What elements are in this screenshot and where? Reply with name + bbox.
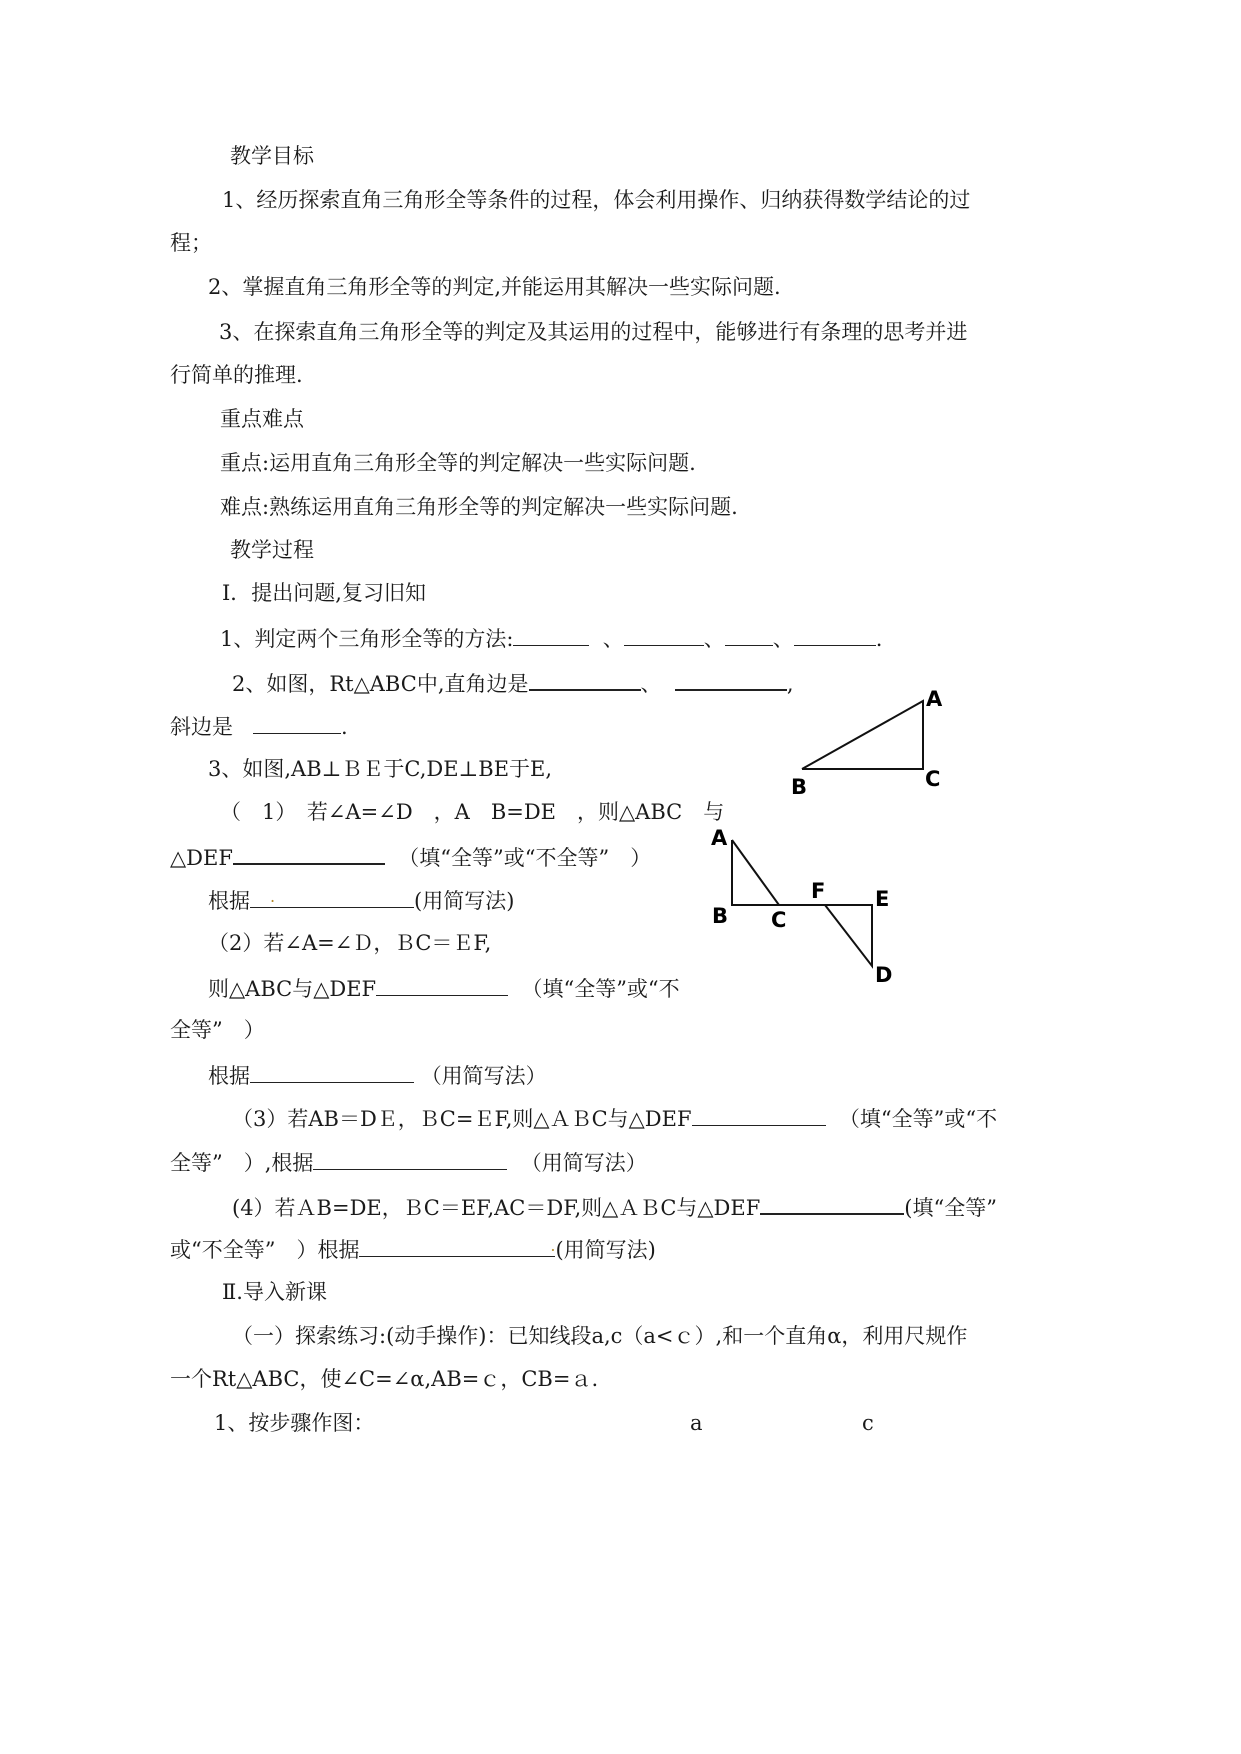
answer-blank[interactable] xyxy=(233,841,385,865)
vertex-label-c: C xyxy=(925,767,941,791)
answer-blank[interactable] xyxy=(513,623,589,646)
key-point: 重点:运用直角三角形全等的判定解决一些实际问题. xyxy=(220,451,696,475)
answer-blank[interactable] xyxy=(313,1147,507,1170)
question-3-1: （ 1） 若∠A=∠D ，A B=DE ，则△ABC 与 xyxy=(220,800,725,824)
objective-3: 3、在探索直角三角形全等的判定及其运用的过程中，能够进行有条理的思考并进 xyxy=(219,320,968,344)
difficulty: 难点:熟练运用直角三角形全等的判定解决一些实际问题. xyxy=(220,495,738,519)
answer-blank[interactable] xyxy=(794,623,876,646)
stray-dot: . xyxy=(550,1236,556,1255)
question-3-4-cont xyxy=(170,1234,656,1264)
answer-blank[interactable] xyxy=(529,667,641,691)
answer-blank[interactable] xyxy=(250,885,414,908)
triangle-def-label: △DEF xyxy=(170,846,233,870)
answer-blank[interactable] xyxy=(250,1060,414,1083)
basis-label: 根据 xyxy=(208,1064,250,1088)
period: . xyxy=(875,627,883,651)
question-3-3-cont xyxy=(170,1147,647,1177)
heading-process: 教学过程 xyxy=(230,538,314,562)
basis-label: 全等” ）,根据 xyxy=(170,1151,314,1175)
triangle-def-edges xyxy=(825,905,872,966)
separator: 、 xyxy=(602,627,624,651)
vertex-label-a: A xyxy=(711,826,728,850)
period: . xyxy=(341,715,348,739)
answer-blank[interactable] xyxy=(624,623,704,646)
vertex-label-d: D xyxy=(875,963,893,987)
question-2 xyxy=(232,667,794,698)
separator: 、 xyxy=(772,627,794,651)
question-1-text: 1、判定两个三角形全等的方法: xyxy=(220,627,514,651)
question-3-2-cont2: 全等” ） xyxy=(170,1018,265,1042)
comma: , xyxy=(786,672,794,696)
vertex-label-c: C xyxy=(771,908,787,932)
question-3-2-cont xyxy=(208,973,680,1003)
triangle-compare-label: 则△ABC与△DEF xyxy=(208,977,377,1001)
explore-exercise: （一）探索练习:(动手操作)：已知线段a,c（a<ｃ）,和一个直角α，利用尺规作 xyxy=(232,1324,968,1348)
fill-instruction: （填“全等”或“不 xyxy=(521,977,680,1001)
answer-blank[interactable] xyxy=(376,973,508,996)
question-3-4-text: (4）若ＡB=DE，ＢC＝EF,AC＝DF,则△ＡＢC与△DEF xyxy=(232,1196,761,1220)
question-2-cont xyxy=(170,711,348,741)
basis-label: 根据 xyxy=(208,889,250,913)
stray-dot: . xyxy=(270,887,276,906)
vertex-label-b: B xyxy=(791,775,808,799)
hypotenuse-label: 斜边是 xyxy=(170,715,233,739)
question-3-3 xyxy=(232,1103,997,1133)
shorthand-note: (用简写法) xyxy=(414,889,515,913)
fill-instruction: (填“全等” xyxy=(904,1196,997,1220)
answer-blank[interactable] xyxy=(253,711,341,734)
heading-objectives: 教学目标 xyxy=(230,144,314,168)
explore-exercise-cont: 一个Rt△ABC，使∠C=∠α,AB=ｃ，CB=ａ. xyxy=(170,1367,599,1391)
question-3-2-basis xyxy=(208,1060,547,1090)
vertex-label-a: A xyxy=(926,687,943,711)
question-2-text: 2、如图，Rt△ABC中,直角边是 xyxy=(232,672,529,696)
question-1 xyxy=(220,623,882,653)
basis-label: 或“不全等” ）根据 xyxy=(170,1238,360,1262)
separator: 、 xyxy=(703,627,725,651)
answer-blank[interactable] xyxy=(675,667,787,691)
figure-two-triangles xyxy=(700,820,910,995)
segment-c-label: c xyxy=(862,1411,874,1435)
separator: 、 xyxy=(640,672,662,696)
fill-instruction: （填“全等”或“不全等” ） xyxy=(398,846,652,870)
question-3-1-basis xyxy=(208,885,514,915)
answer-blank[interactable] xyxy=(760,1191,904,1215)
figure-right-triangle xyxy=(780,680,960,800)
section-2-title: Ⅱ.导入新课 xyxy=(222,1280,327,1304)
shorthand-note: （用简写法） xyxy=(520,1151,647,1175)
objective-1: 1、经历探索直角三角形全等条件的过程，体会利用操作、归纳获得数学结论的过 xyxy=(222,188,971,212)
question-3-1-cont xyxy=(170,841,651,872)
question-3-2: （2）若∠A=∠Ｄ，ＢC＝ＥF, xyxy=(208,931,492,955)
objective-3-cont: 行简单的推理. xyxy=(170,363,303,387)
section-1-title: Ⅰ．提出问题,复习旧知 xyxy=(222,581,426,605)
fill-instruction: （填“全等”或“不 xyxy=(838,1107,998,1131)
objective-1-cont: 程； xyxy=(170,231,212,255)
vertex-label-f: F xyxy=(811,879,826,903)
step-1: 1、按步骤作图： xyxy=(214,1411,375,1435)
vertex-label-b: B xyxy=(712,904,729,928)
objective-2: 2、掌握直角三角形全等的判定,并能运用其解决一些实际问题. xyxy=(208,275,781,299)
answer-blank[interactable] xyxy=(725,623,773,646)
question-3-3-text: （3）若AB＝DＥ，ＢC=ＥF,则△ＡＢC与△DEF xyxy=(232,1107,692,1131)
triangle-abc-edges xyxy=(732,840,779,905)
shorthand-note: (用简写法) xyxy=(555,1238,656,1262)
vertex-label-e: E xyxy=(875,887,890,911)
answer-blank[interactable] xyxy=(359,1234,555,1257)
question-3: 3、如图,AB⊥ＢＥ于C,DE⊥BE于E, xyxy=(208,757,553,781)
segment-a-label: a xyxy=(690,1411,703,1435)
answer-blank[interactable] xyxy=(692,1103,826,1126)
question-3-4 xyxy=(232,1191,997,1222)
heading-key-points: 重点难点 xyxy=(220,407,304,431)
triangle-edges xyxy=(802,701,923,769)
shorthand-note: （用简写法） xyxy=(420,1064,547,1088)
